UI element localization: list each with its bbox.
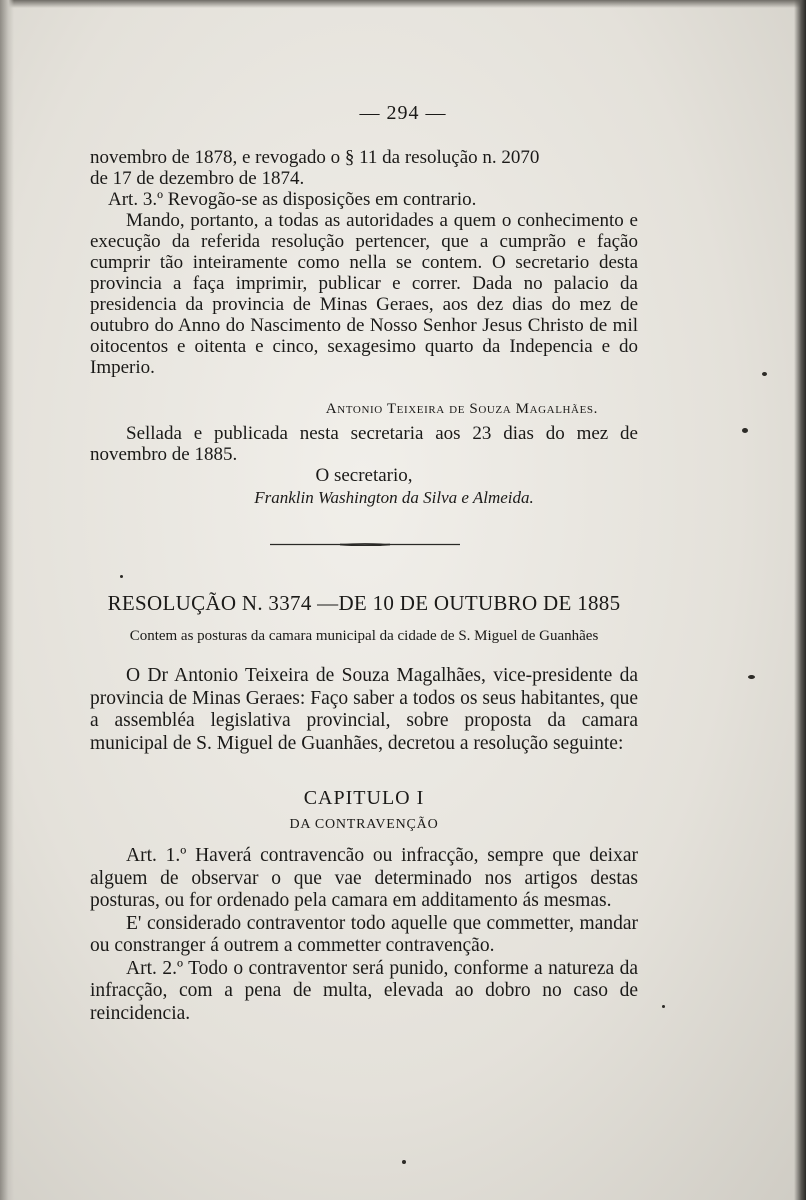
- print-speck: [120, 575, 123, 578]
- section-divider: [270, 543, 460, 546]
- page-edge-left: [0, 0, 14, 1200]
- print-speck: [742, 428, 748, 433]
- page-number: — 294 —: [359, 102, 447, 124]
- article-2: Art. 2.º Todo o contraventor será punido, conforme a natureza da infracção, com a pena de multa, elevada ao dobro no caso de reincidencia.: [90, 957, 638, 1024]
- resolution-title: RESOLUÇÃO N. 3374 —DE 10 DE OUTUBRO DE 1885: [107, 591, 621, 615]
- resolution-subtitle: Contem as posturas da camara municipal da cidade de S. Miguel de Guanhães: [129, 628, 599, 644]
- sellada-block: [90, 423, 638, 465]
- sellada-paragraph: Sellada e publicada nesta secretaria aos 23 dias do mez de novembro de 1885.: [90, 423, 638, 465]
- article-1-paragraph-2: E' considerado contraventor todo aquelle que commetter, mandar ou constranger á outrem a commetter contravenção.: [90, 912, 638, 956]
- continuation-line-2: de 17 de dezembro de 1874.: [90, 168, 305, 189]
- chapter-heading: CAPITULO I: [303, 787, 425, 809]
- print-speck: [748, 675, 755, 679]
- chapter-title: DA CONTRAVENÇÃO: [289, 817, 439, 832]
- continuation-line-1: novembro de 1878, e revogado o § 11 da resolução n. 2070: [90, 147, 540, 168]
- article-3: Art. 3.º Revogão-se as disposições em contrario.: [108, 189, 477, 210]
- print-speck: [402, 1160, 406, 1164]
- page-edge-top: [0, 0, 806, 8]
- page-edge-right: [794, 0, 806, 1200]
- top-continuation: [90, 147, 638, 378]
- articles-block: [90, 845, 638, 1025]
- print-speck: [762, 372, 767, 376]
- article-1: Art. 1.º Haverá contravencão ou infracção, sempre que deixar alguem de observar o que vae determinado nos artigos destas posturas, ou for ordenado pela camara em additamento ás mesmas.: [90, 845, 638, 911]
- resolution-intro: O Dr Antonio Teixeira de Souza Magalhães, vice-presidente da provincia de Minas Geraes: Faço saber a todos os seus habitantes, que a assembléa legislativa provincial, sobre proposta da camara municipal de S. Miguel de Guanhães, decretou a resolução seguinte:: [90, 665, 638, 754]
- mando-paragraph: Mando, portanto, a todas as autoridades a quem o conhecimento e execução da referida resolução pertencer, que a cumprão e fação cumprir tão inteiramente como nella se contem. O secretario desta provincia a faça imprimir, publicar e correr. Dada no palacio da presidencia da provincia de Minas Geraes, aos dez dias do mez de outubro do Anno do Nascimento de Nosso Senhor Jesus Christo de mil oitocentos e oitenta e cinco, sexagesimo quarto da Indepencia e do Imperio.: [90, 210, 638, 378]
- secretario-name: Franklin Washington da Silva e Almeida.: [254, 488, 534, 507]
- resolution-intro-block: [90, 665, 638, 755]
- print-speck: [662, 1005, 665, 1008]
- governor-signature: Antonio Teixeira de Souza Magalhães.: [325, 401, 598, 417]
- secretario-label: O secretario,: [315, 465, 413, 486]
